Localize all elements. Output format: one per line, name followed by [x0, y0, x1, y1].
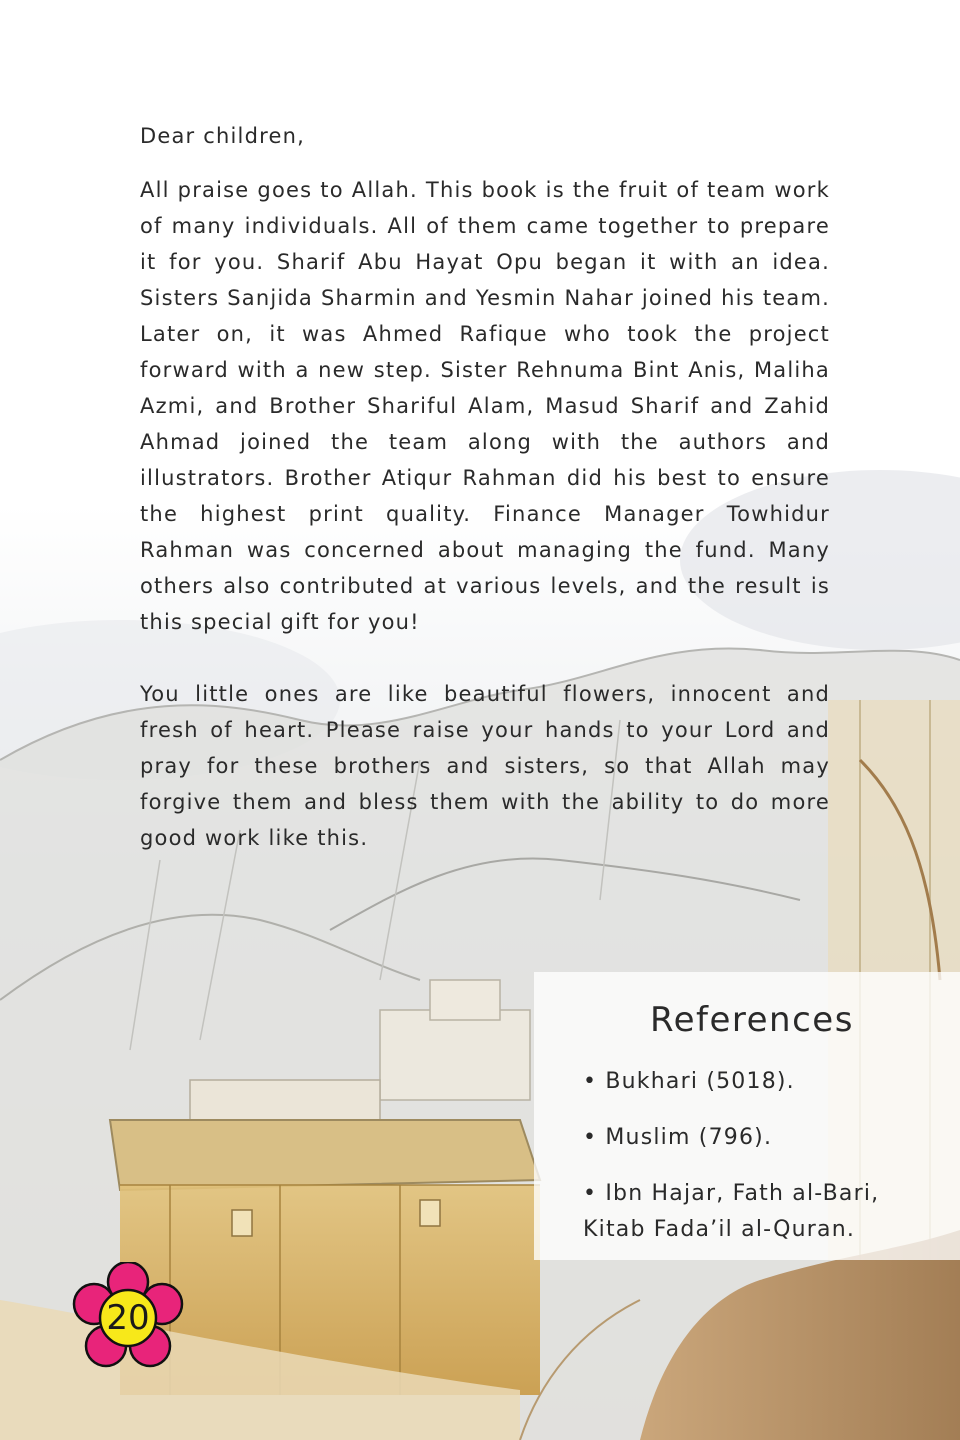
reference-item: • Ibn Hajar, Fath al-Bari, Kitab Fada’il al-Quran.: [583, 1181, 880, 1242]
references-list: [583, 1064, 923, 1248]
reference-item: • Muslim (796).: [583, 1125, 773, 1150]
letter-salutation: Dear children,: [140, 124, 305, 148]
references-title: References: [650, 1000, 854, 1040]
reference-item: • Bukhari (5018).: [583, 1069, 795, 1094]
page-number: 20: [106, 1298, 150, 1338]
letter-paragraph-2: You little ones are like beautiful flowers, innocent and fresh of heart. Please raise your hands to your Lord and pray for these brothers and sisters, so that Allah may forgive them and bless them with the ability to do more good work like this.: [140, 682, 830, 850]
letter-body: [140, 118, 830, 856]
letter-paragraph-1: All praise goes to Allah. This book is the fruit of team work of many individuals. All of them came together to prepare it for you. Sharif Abu Hayat Opu began it with an idea. Sisters Sanjida Sharmin and Yesmin Nahar joined his team. Later on, it was Ahmed Rafique who took the project forward with a new step. Sister Rehnuma Bint Anis, Maliha Azmi, and Brother Shariful Alam, Masud Sharif and Zahid Ahmad joined the team along with the authors and illustrators. Brother Atiqur Rahman did his best to ensure the highest print quality. Finance Manager Towhidur Rahman was concerned about managing the fund. Many others also contributed at various levels, and the result is this special gift for you!: [140, 178, 830, 634]
